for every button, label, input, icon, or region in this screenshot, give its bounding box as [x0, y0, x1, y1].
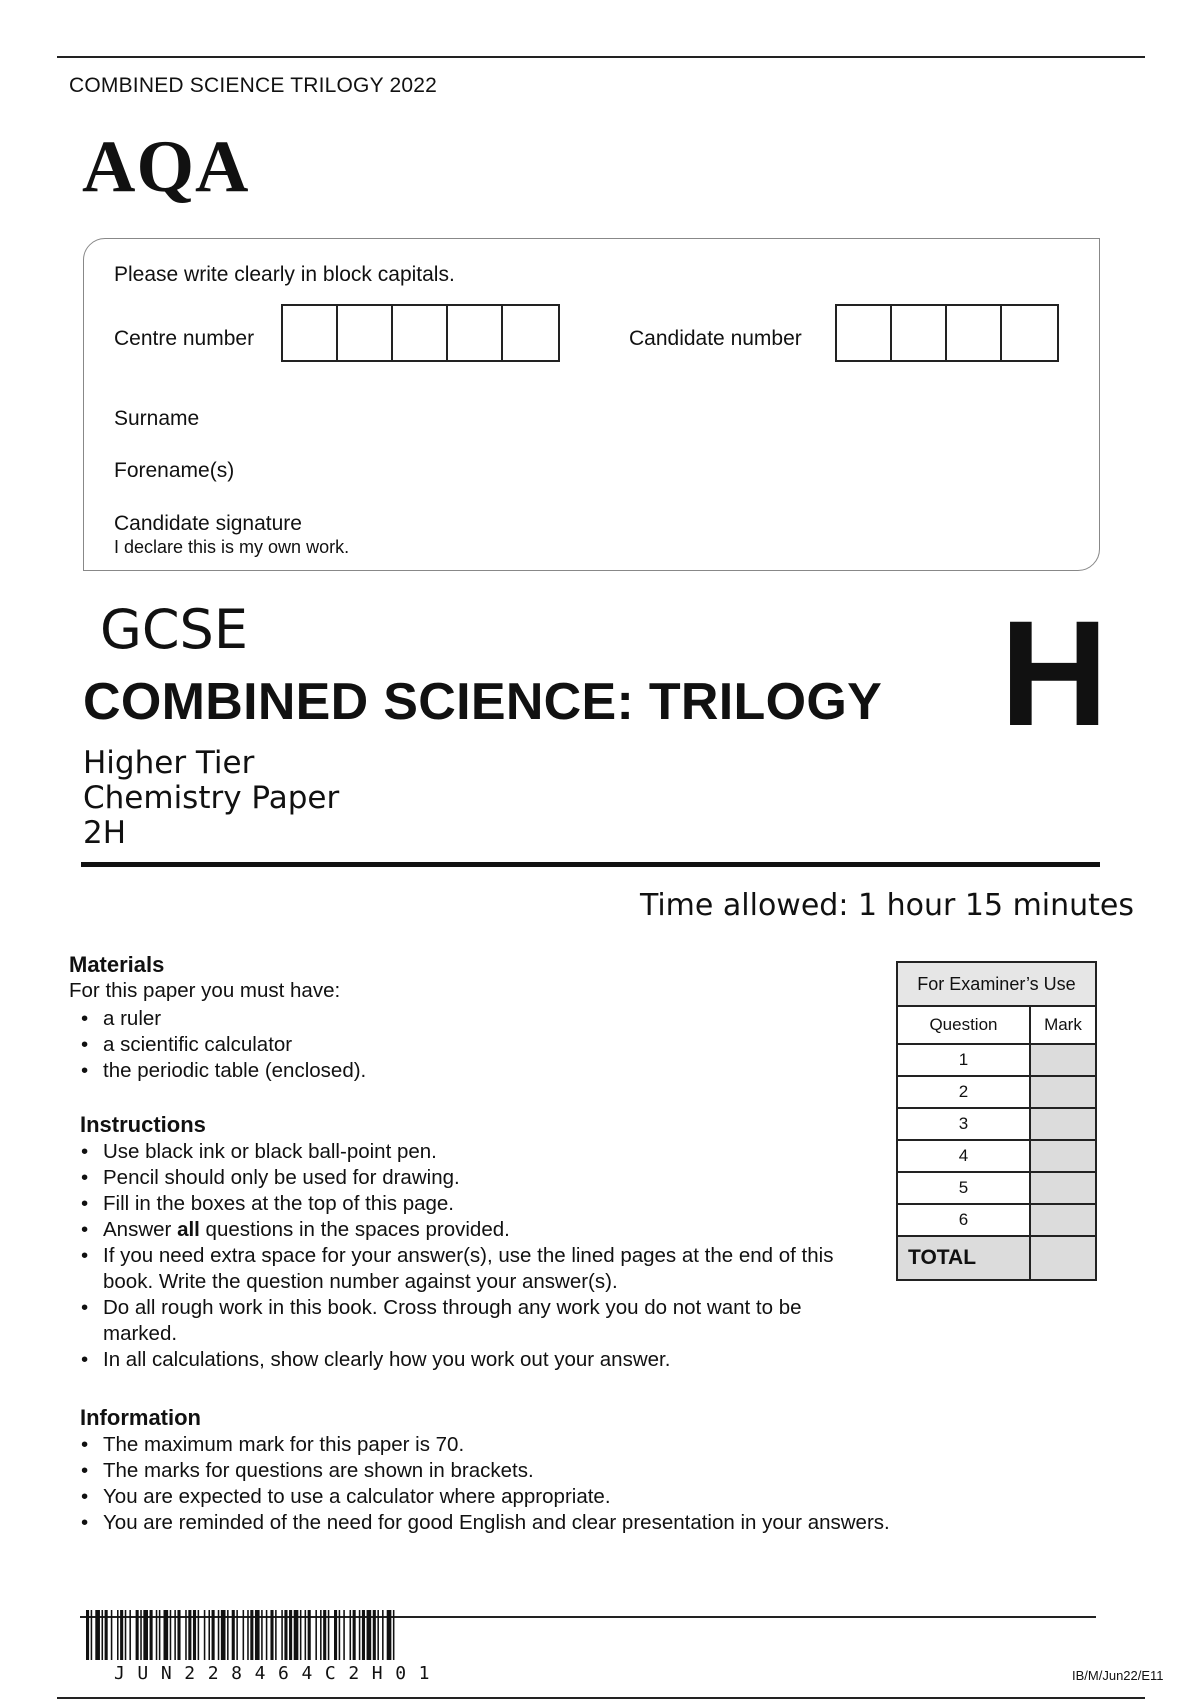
barcode-bar: [281, 1610, 283, 1660]
question-column-header: Question: [897, 1006, 1030, 1044]
mark-cell: [1030, 1108, 1096, 1140]
question-number: 5: [897, 1172, 1030, 1204]
information-heading: Information: [80, 1405, 201, 1430]
barcode-bar: [208, 1610, 210, 1660]
paper-label: Chemistry Paper: [83, 780, 340, 816]
subject-title: COMBINED SCIENCE: TRILOGY: [83, 673, 883, 731]
signature-label: Candidate signature: [114, 512, 302, 535]
barcode-bar: [393, 1610, 395, 1660]
barcode-bar: [334, 1610, 337, 1660]
centre-number-digit[interactable]: [393, 306, 448, 360]
barcode-bar: [156, 1610, 158, 1660]
materials-intro: For this paper you must have:: [69, 979, 341, 1002]
barcode-bar: [91, 1610, 93, 1660]
barcode-bar: [164, 1610, 169, 1660]
centre-number-digit[interactable]: [448, 306, 503, 360]
materials-heading: Materials: [69, 952, 165, 977]
barcode-bar: [362, 1610, 365, 1660]
total-label: TOTAL: [897, 1236, 1030, 1280]
barcode-bar: [387, 1610, 392, 1660]
barcode-bar: [382, 1610, 384, 1660]
block-capitals-instruction: Please write clearly in block capitals.: [114, 263, 455, 286]
barcode-bar: [193, 1610, 196, 1660]
aqa-logo: AQA: [82, 126, 250, 208]
title-rule: [81, 862, 1100, 867]
barcode-bar: [227, 1610, 229, 1660]
centre-number-digit[interactable]: [503, 306, 558, 360]
list-item: • Pencil should only be used for drawing.: [69, 1165, 869, 1191]
barcode-bar: [275, 1610, 277, 1660]
barcode-bar: [339, 1610, 341, 1660]
barcode-bar: [236, 1610, 238, 1660]
list-item: • Use black ink or black ball-point pen.: [69, 1139, 869, 1165]
mark-cell: [1030, 1076, 1096, 1108]
tier-label: Higher Tier: [83, 745, 255, 781]
candidate-number-digit[interactable]: [892, 306, 947, 360]
barcode-bar: [143, 1610, 148, 1660]
barcode-bar: [95, 1610, 100, 1660]
barcode-bar: [315, 1610, 317, 1660]
list-item: • The marks for questions are shown in brackets.: [69, 1458, 989, 1484]
question-number: 4: [897, 1140, 1030, 1172]
examiner-table-title: For Examiner’s Use: [897, 962, 1096, 1006]
declaration-text: I declare this is my own work.: [114, 537, 350, 557]
barcode-bar: [170, 1610, 172, 1660]
candidate-number-boxes[interactable]: [835, 304, 1059, 362]
list-item: • You are expected to use a calculator where appropriate.: [69, 1484, 989, 1510]
barcode-bar: [250, 1610, 253, 1660]
barcode-bar: [86, 1610, 89, 1660]
barcode-bar: [323, 1610, 326, 1660]
barcode-bar: [117, 1610, 119, 1660]
barcode-bar: [377, 1610, 379, 1660]
time-allowed: Time allowed: 1 hour 15 minutes: [639, 888, 1134, 923]
barcode-bar: [294, 1610, 299, 1660]
barcode-bar: [305, 1610, 307, 1660]
barcode-bar: [218, 1610, 220, 1660]
question-number: 2: [897, 1076, 1030, 1108]
barcode-bar: [270, 1610, 273, 1660]
list-item: • a ruler: [69, 1006, 869, 1032]
header-text: COMBINED SCIENCE TRILOGY 2022: [69, 74, 437, 97]
qualification-title: GCSE: [100, 598, 248, 661]
barcode-bar: [140, 1610, 142, 1660]
materials-list: [69, 1006, 869, 1084]
information-list: [69, 1432, 989, 1536]
candidate-number-digit[interactable]: [947, 306, 1002, 360]
barcode-bar: [300, 1610, 302, 1660]
footer-reference: IB/M/Jun22/E11: [1072, 1668, 1164, 1683]
barcode-bar: [350, 1610, 352, 1660]
list-item: • Fill in the boxes at the top of this page.: [69, 1191, 869, 1217]
barcode-bar: [232, 1610, 235, 1660]
list-item: • Do all rough work in this book. Cross through any work you do not want to be marked.: [69, 1295, 869, 1347]
centre-number-label: Centre number: [114, 327, 255, 350]
barcode-bar: [198, 1610, 200, 1660]
forenames-label: Forename(s): [114, 459, 235, 482]
barcode-bar: [255, 1610, 260, 1660]
centre-number-boxes[interactable]: [281, 304, 560, 362]
barcode-bar: [359, 1610, 361, 1660]
list-item: • The maximum mark for this paper is 70.: [69, 1432, 989, 1458]
mark-cell: [1030, 1172, 1096, 1204]
materials-section: [69, 952, 869, 1084]
barcode-bar: [125, 1610, 127, 1660]
barcode-bar: [247, 1610, 249, 1660]
candidate-number-digit[interactable]: [1002, 306, 1057, 360]
instructions-heading: Instructions: [80, 1112, 206, 1137]
list-item: • In all calculations, show clearly how you work out your answer.: [69, 1347, 869, 1373]
candidate-number-label: Candidate number: [629, 327, 802, 350]
barcode-bar: [177, 1610, 180, 1660]
barcode-bar: [373, 1610, 376, 1660]
tier-letter: H: [1000, 589, 1109, 757]
mark-cell: [1030, 1044, 1096, 1076]
question-number: 3: [897, 1108, 1030, 1140]
barcode-bar: [129, 1610, 131, 1660]
barcode-bar: [120, 1610, 123, 1660]
barcode-bar: [320, 1610, 322, 1660]
barcode-bar: [185, 1610, 187, 1660]
barcode-bar: [367, 1610, 372, 1660]
paper-code: 2H: [83, 815, 127, 851]
list-item: • a scientific calculator: [69, 1032, 869, 1058]
centre-number-digit[interactable]: [283, 306, 338, 360]
barcode-bar: [221, 1610, 226, 1660]
barcode-bar: [111, 1610, 113, 1660]
instructions-section: [69, 1112, 869, 1373]
total-mark-cell: [1030, 1236, 1096, 1280]
list-item: • If you need extra space for your answer(s), use the lined pages at the end of this book. Write the question number against your answer(s).: [69, 1243, 869, 1295]
list-item: • the periodic table (enclosed).: [69, 1058, 869, 1084]
barcode-bar: [289, 1610, 292, 1660]
barcode-bar: [243, 1610, 245, 1660]
barcode-bar: [343, 1610, 345, 1660]
mark-cell: [1030, 1204, 1096, 1236]
top-rule: [57, 56, 1145, 58]
examiner-use-table: [896, 961, 1097, 1281]
barcode-bar: [188, 1610, 191, 1660]
bottom-rule: [57, 1697, 1145, 1699]
barcode-bar: [150, 1610, 153, 1660]
question-number: 6: [897, 1204, 1030, 1236]
list-item: • You are reminded of the need for good English and clear presentation in your answers.: [69, 1510, 989, 1536]
barcode-image: [86, 1610, 526, 1660]
barcode-bar: [212, 1610, 215, 1660]
barcode-bar: [261, 1610, 263, 1660]
candidate-number-digit[interactable]: [837, 306, 892, 360]
information-section: [69, 1405, 989, 1536]
candidate-details-box: [83, 238, 1100, 571]
paper-details: [83, 746, 339, 851]
barcode-bar: [204, 1610, 206, 1660]
question-number: 1: [897, 1044, 1030, 1076]
barcode-bar: [353, 1610, 356, 1660]
list-item: • Answer all questions in the spaces provided.: [69, 1217, 869, 1243]
mark-column-header: Mark: [1030, 1006, 1096, 1044]
barcode-bar: [308, 1610, 311, 1660]
barcode-bar: [328, 1610, 330, 1660]
barcode-text: JUN228464C2H01: [114, 1663, 443, 1684]
barcode-bar: [174, 1610, 176, 1660]
instructions-list: [69, 1139, 869, 1373]
surname-label: Surname: [114, 407, 200, 430]
barcode-bar: [136, 1610, 139, 1660]
barcode-bar: [159, 1610, 161, 1660]
mark-cell: [1030, 1140, 1096, 1172]
barcode-bar: [102, 1610, 104, 1660]
barcode-bar: [105, 1610, 108, 1660]
barcode-bar: [284, 1610, 287, 1660]
centre-number-digit[interactable]: [338, 306, 393, 360]
barcode-bar: [266, 1610, 268, 1660]
